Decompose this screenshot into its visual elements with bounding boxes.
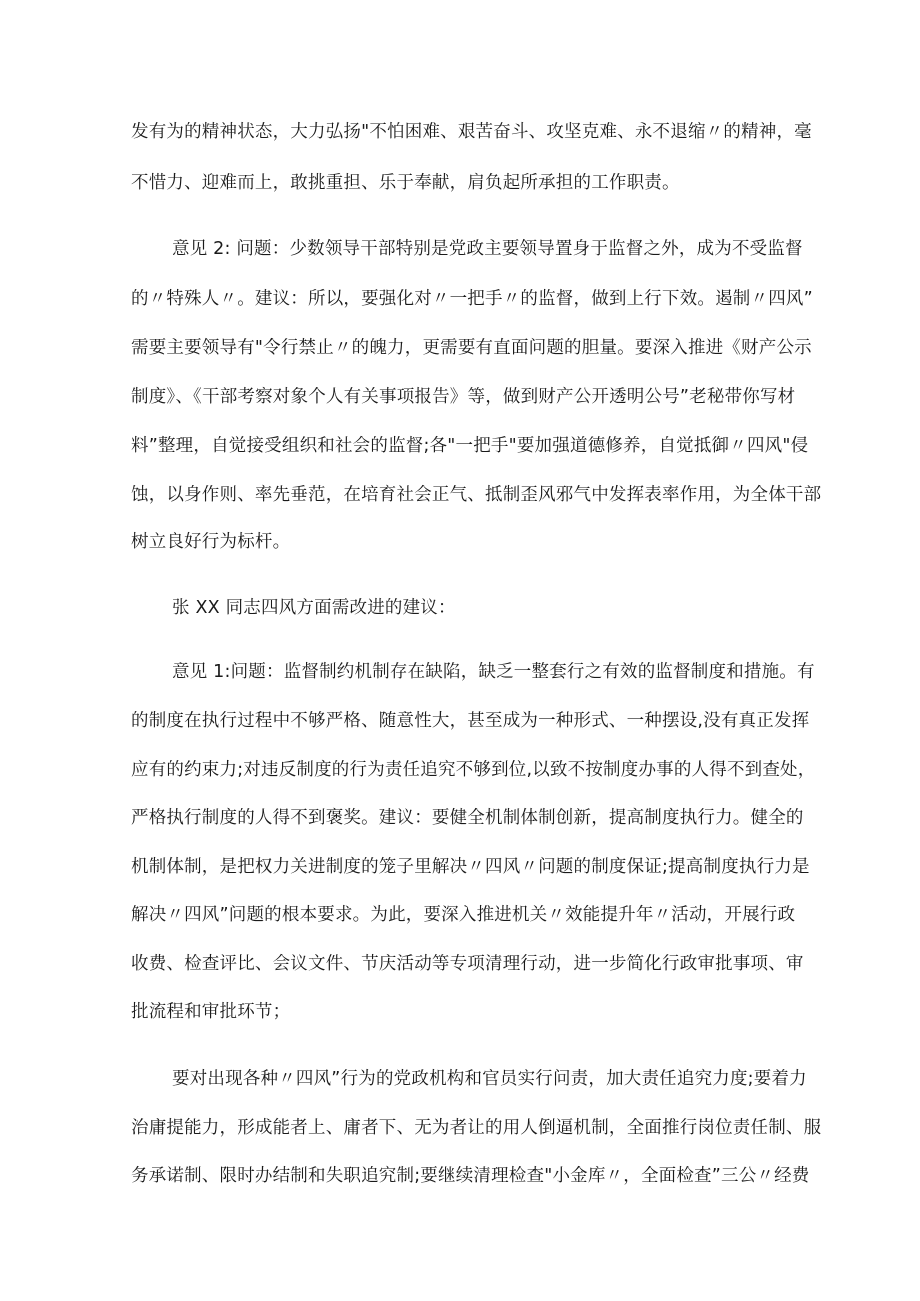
paragraph-3-line-3: 严格执行制度的人得不到褒奖。建议：要健全机制体制创新，提高制度执行力。健全的 bbox=[131, 808, 804, 828]
paragraph-0-line-1: 不惜力、迎难而上，敢挑重担、乐于奉献，肩负起所承担的工作职责。 bbox=[131, 173, 680, 193]
paragraph-1-line-5: 蚀，以身作则、率先垂范，在培育社会正气、抵制歪风邪气中发挥表率作用，为全体干部 bbox=[131, 485, 822, 505]
paragraph-3-line-1: 的制度在执行过程中不够严格、随意性大，甚至成为一种形式、一种摆设,没有真正发挥 bbox=[131, 711, 810, 731]
paragraph-3-line-5: 解决〃四风”问题的根本要求。为此，要深入推进机关〃效能提升年〃活动，开展行政 bbox=[131, 905, 796, 925]
paragraph-3-line-7: 批流程和审批环节； bbox=[131, 1002, 291, 1022]
paragraph-1-line-1: 的〃特殊人〃。建议：所以，要强化对〃一把手〃的监督，做到上行下效。遏制〃四风” bbox=[131, 289, 813, 309]
paragraph-1-line-4: 料”整理，自觉接受组织和社会的监督;各"一把手"要加强道德修养，自觉抵御〃四风"侵 bbox=[131, 436, 809, 456]
paragraph-4-line-1: 治庸提能力，形成能者上、庸者下、无为者让的用人倒逼机制，全面推行岗位责任制、服 bbox=[131, 1118, 822, 1138]
paragraph-0-line-0: 发有为的精神状态，大力弘扬"不怕困难、艰苦奋斗、攻坚克难、永不退缩〃的精神，毫 bbox=[131, 122, 812, 142]
paragraph-2-line-0: 张 XX 同志四风方面需改进的建议： bbox=[172, 598, 456, 618]
paragraph-3-line-2: 应有的约束力;对违反制度的行为责任追究不够到位,以致不按制度办事的人得不到查处， bbox=[131, 760, 816, 780]
paragraph-3-line-0: 意见 1:问题：监督制约机制存在缺陷，缺乏一整套行之有效的监督制度和措施。有 bbox=[172, 662, 815, 682]
paragraph-1-line-0: 意见 2: 问题：少数领导干部特别是党政主要领导置身于监督之外，成为不受监督 bbox=[172, 239, 803, 259]
paragraph-1-line-2: 需要主要领导有"令行禁止〃的魄力，更需要有直面问题的胆量。要深入推进《财产公示 bbox=[131, 338, 812, 358]
paragraph-1-line-6: 树立良好行为标杆。 bbox=[131, 532, 291, 552]
paragraph-4-line-2: 务承诺制、限时办结制和失职追究制;要继续清理检查"小金库〃，全面检查”三公〃经费 bbox=[131, 1166, 810, 1186]
paragraph-3-line-4: 机制体制，是把权力关进制度的笼子里解决〃四风〃问题的制度保证;提高制度执行力是 bbox=[131, 857, 810, 877]
paragraph-4-line-0: 要对出现各种〃四风”行为的党政机构和官员实行问责，加大责任追究力度;要着力 bbox=[172, 1069, 807, 1089]
paragraph-1-line-3: 制度》、《干部考察对象个人有关事项报告》等，做到财产公开透明公号”老秘带你写材 bbox=[131, 387, 796, 407]
paragraph-3-line-6: 收费、检查评比、会议文件、节庆活动等专项清理行动，进一步简化行政审批事项、审 bbox=[131, 954, 804, 974]
